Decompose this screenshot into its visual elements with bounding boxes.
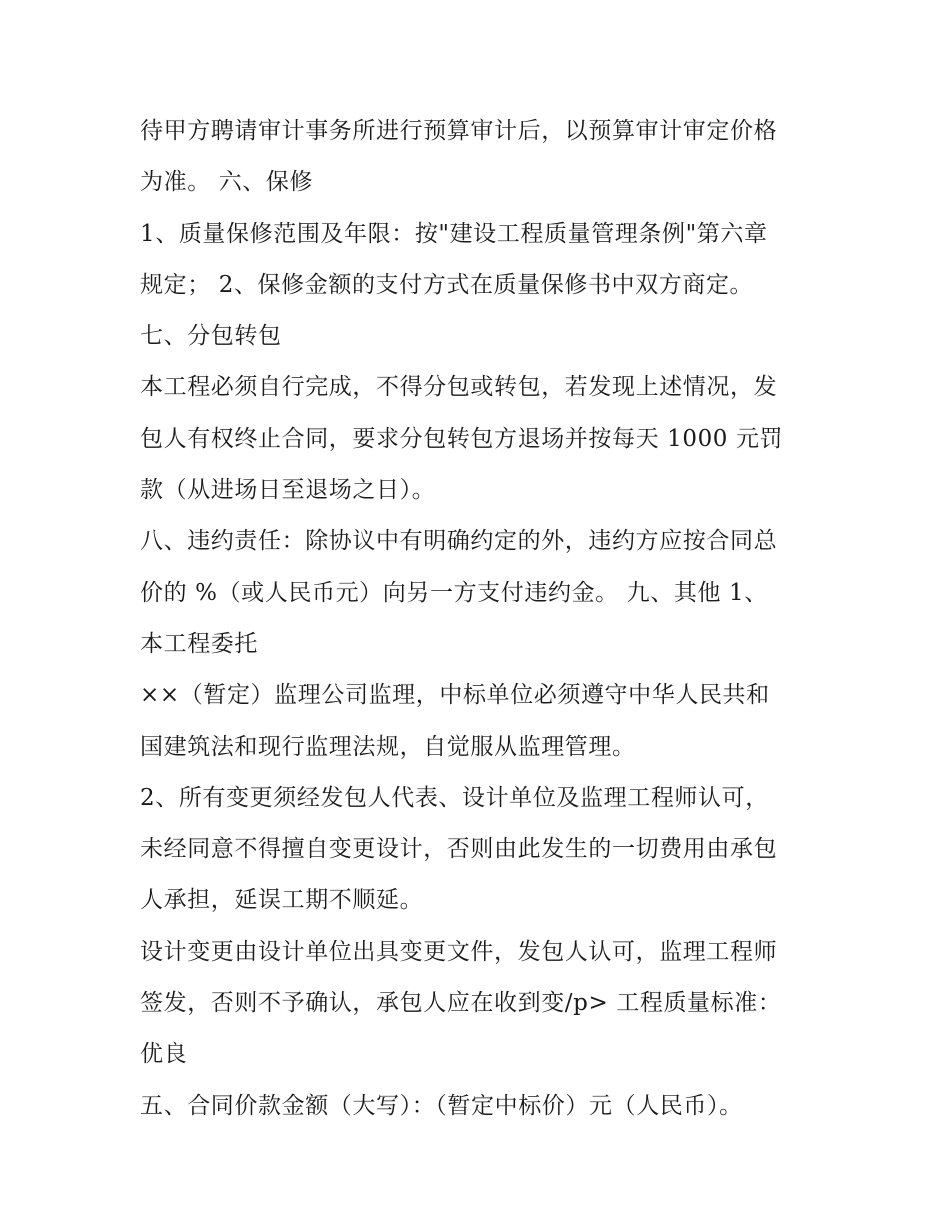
document-body bbox=[140, 106, 830, 1132]
text-line-12: ××（暂定）监理公司监理，中标单位必须遵守中华人民共和 bbox=[140, 682, 770, 709]
text-line-7: 包人有权终止合同，要求分包转包方退场并按每天 1000 元罚 bbox=[140, 425, 784, 452]
text-line-2: 为准。 六、保修 bbox=[140, 169, 314, 196]
text-line-8: 款（从进场日至退场之日）。 bbox=[140, 477, 436, 504]
text-line-18: 签发，否则不予确认，承包人应在收到变/p> 工程质量标准： bbox=[140, 990, 782, 1017]
text-line-1: 待甲方聘请审计事务所进行预算审计后，以预算审计审定价格 bbox=[140, 118, 778, 144]
text-line-17: 设计变更由设计单位出具变更文件，发包人认可，监理工程师 bbox=[140, 938, 778, 965]
text-line-15: 未经同意不得擅自变更设计，否则由此发生的一切费用由承包 bbox=[140, 836, 778, 863]
text-line-14: 2、所有变更须经发包人代表、设计单位及监理工程师认可， bbox=[140, 784, 769, 811]
text-line-19: 优良 bbox=[140, 1041, 188, 1068]
text-line-16: 人承担，延误工期不顺延。 bbox=[140, 887, 424, 914]
text-line-3: 1、质量保修范围及年限：按"建设工程质量管理条例"第六章 bbox=[140, 220, 768, 247]
text-line-11: 本工程委托 bbox=[140, 630, 258, 657]
section-heading-subcontract: 七、分包转包 bbox=[140, 323, 282, 350]
text-line-6: 本工程必须自行完成，不得分包或转包，若发现上述情况，发 bbox=[140, 374, 778, 401]
text-line-20: 五、合同价款金额（大写）：（暂定中标价）元（人民币）。 bbox=[140, 1092, 743, 1119]
text-line-4: 规定； 2、保修金额的支付方式在质量保修书中双方商定。 bbox=[140, 271, 754, 298]
text-line-9: 八、违约责任：除协议中有明确约定的外，违约方应按合同总 bbox=[140, 528, 778, 555]
text-line-13: 国建筑法和现行监理法规，自觉服从监理管理。 bbox=[140, 733, 636, 760]
text-line-10: 价的 %（或人民币元）向另一方支付违约金。 九、其他 1、 bbox=[140, 579, 768, 606]
